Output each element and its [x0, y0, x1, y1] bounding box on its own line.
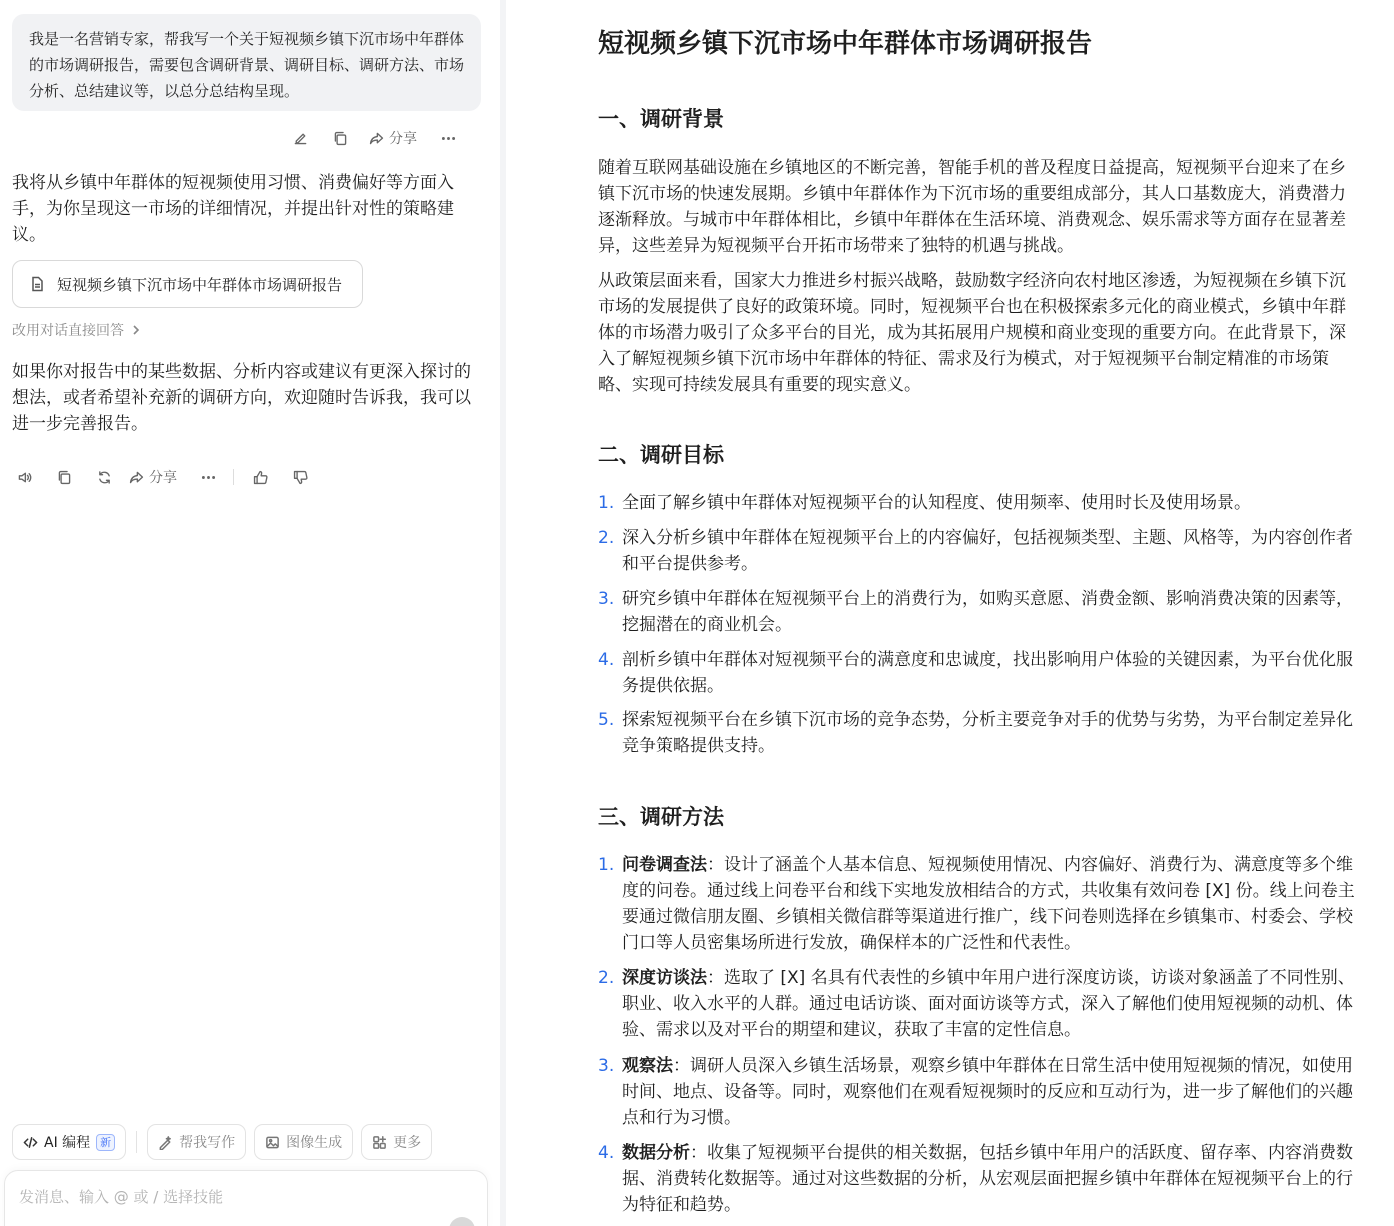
more-button[interactable] — [197, 465, 219, 489]
refresh-icon — [96, 469, 113, 486]
writing-label: 帮我写作 — [179, 1135, 236, 1151]
ellipsis-icon — [440, 130, 457, 147]
skill-toolbar — [12, 1123, 440, 1161]
list-number: 4. — [598, 1143, 615, 1163]
grid-icon — [372, 1135, 387, 1150]
share-label: 分享 — [389, 131, 417, 147]
list-number: 5. — [598, 710, 615, 730]
list-item — [598, 1140, 1356, 1218]
share-icon — [128, 469, 145, 486]
code-icon — [23, 1135, 38, 1150]
list-text: 深入分析乡镇中年群体在短视频平台上的内容偏好，包括视频类型、主题、风格等，为内容创作者和平台提供参考。 — [622, 528, 1353, 574]
more-skills-button[interactable] — [361, 1124, 432, 1160]
new-badge: 新 — [96, 1134, 115, 1151]
more-skills-label: 更多 — [393, 1135, 422, 1151]
response-actions — [12, 465, 312, 489]
copy-icon — [56, 469, 73, 486]
send-button[interactable] — [449, 1217, 475, 1226]
list-number: 3. — [598, 1056, 615, 1076]
chat-panel — [0, 0, 500, 1226]
user-message-bubble — [12, 14, 481, 111]
document-icon — [29, 276, 45, 292]
list-item — [598, 490, 1356, 516]
section-heading: 三、调研方法 — [598, 805, 724, 829]
list-text: ：设计了涵盖个人基本信息、短视频使用情况、内容偏好、消费行为、满意度等多个维度的问卷。通过线上问卷平台和线下实地发放相结合的方式，共收集有效问卷 [X] 份。线上问卷主要通过微信朋友圈、乡镇相关微信群等渠道进行推广，线下问卷则选择在乡镇集市、村委会、学校门口等人员密集场所进行发放，确保样本的广泛性和代表性。 — [622, 855, 1355, 953]
ai-coding-button[interactable] — [12, 1124, 126, 1160]
list-number: 1. — [598, 493, 615, 513]
share-label: 分享 — [149, 470, 177, 486]
paragraph: 从政策层面来看，国家大力推进乡村振兴战略，鼓励数字经济向农村地区渗透，为短视频在乡镇下沉市场的发展提供了良好的政策环境。同时，短视频平台也在积极探索多元化的商业模式，乡镇中年群体的市场潜力吸引了众多平台的目光，成为其拓展用户规模和商业变现的重要方向。在此背景下，深入了解短视频乡镇下沉市场中年群体的特征、需求及行为模式，对于短视频平台制定精准的市场策略、实现可持续发展具有重要的现实意义。 — [598, 271, 1346, 395]
list-text: 研究乡镇中年群体在短视频平台上的消费行为，如购买意愿、消费金额、影响消费决策的因素等，挖掘潜在的商业机会。 — [622, 589, 1353, 635]
regenerate-button[interactable] — [92, 465, 116, 489]
chevron-right-icon — [130, 324, 142, 336]
list-item — [598, 1053, 1356, 1131]
document-card-title: 短视频乡镇下沉市场中年群体市场调研报告 — [57, 275, 343, 294]
magic-pen-icon — [158, 1135, 173, 1150]
like-button[interactable] — [248, 465, 272, 489]
share-button[interactable] — [128, 465, 177, 489]
list-item — [598, 965, 1356, 1043]
list-text: 剖析乡镇中年群体对短视频平台的满意度和忠诚度，找出影响用户体验的关键因素，为平台优化服务提供依据。 — [622, 650, 1353, 696]
list-text: 探索短视频平台在乡镇下沉市场的竞争态势，分析主要竞争对手的优势与劣势，为平台制定差异化竞争策略提供支持。 — [622, 710, 1353, 756]
message-composer — [4, 1170, 488, 1226]
list-number: 3. — [598, 589, 615, 609]
assistant-intro: 我将从乡镇中年群体的短视频使用习惯、消费偏好等方面入手，为你呈现这一市场的详细情况，并提出针对性的策略建议。 — [12, 173, 454, 245]
share-button[interactable] — [368, 126, 417, 150]
list-item — [598, 525, 1356, 577]
list-term: 观察法 — [622, 1056, 673, 1076]
list-term: 数据分析 — [622, 1143, 690, 1163]
assistant-followup: 如果你对报告中的某些数据、分析内容或建议有更深入探讨的想法，或者希望补充新的调研方向，欢迎随时告诉我，我可以进一步完善报告。 — [12, 362, 471, 434]
copy-icon — [332, 130, 349, 147]
image-icon — [265, 1135, 280, 1150]
panel-divider[interactable] — [500, 0, 506, 1226]
ellipsis-icon — [200, 469, 217, 486]
action-separator — [233, 469, 234, 485]
list-item — [598, 707, 1356, 759]
list-item — [598, 647, 1356, 699]
toolbar-separator — [136, 1131, 137, 1153]
document-card[interactable] — [12, 260, 363, 308]
speaker-icon — [16, 469, 33, 486]
more-button[interactable] — [437, 126, 459, 150]
list-text: ：选取了 [X] 名具有代表性的乡镇中年用户进行深度访谈，访谈对象涵盖了不同性别、职业、收入水平的人群。通过电话访谈、面对面访谈等方式，深入了解他们使用短视频的动机、体验、需求以及对平台的期望和建议，获取了丰富的定性信息。 — [622, 968, 1355, 1040]
list-number: 2. — [598, 968, 615, 988]
ai-coding-label: AI 编程 — [44, 1135, 91, 1151]
image-generation-label: 图像生成 — [286, 1135, 343, 1151]
message-input[interactable] — [19, 1185, 449, 1209]
copy-button[interactable] — [52, 465, 76, 489]
paragraph: 随着互联网基础设施在乡镇地区的不断完善，智能手机的普及程度日益提高，短视频平台迎来了在乡镇下沉市场的快速发展期。乡镇中年群体作为下沉市场的重要组成部分，其人口基数庞大，消费潜力逐渐释放。与城市中年群体相比，乡镇中年群体在生活环境、消费观念、娱乐需求等方面存在显著差异，这些差异为短视频平台开拓市场带来了独特的机遇与挑战。 — [598, 158, 1346, 256]
user-message-actions — [288, 126, 459, 150]
list-number: 2. — [598, 528, 615, 548]
section-heading: 一、调研背景 — [598, 107, 724, 131]
switch-link-label: 改用对话直接回答 — [12, 323, 124, 339]
list-item — [598, 852, 1356, 956]
thumbs-down-icon — [292, 469, 309, 486]
list-item — [598, 586, 1356, 638]
edit-button[interactable] — [288, 126, 312, 150]
list-text: ：调研人员深入乡镇生活场景，观察乡镇中年群体在日常生活中使用短视频的情况，如使用时间、地点、设备等。同时，观察他们在观看短视频时的反应和互动行为，进一步了解他们的兴趣点和行为习惯。 — [622, 1056, 1353, 1128]
share-icon — [368, 130, 385, 147]
read-aloud-button[interactable] — [12, 465, 36, 489]
switch-to-chat-link[interactable] — [12, 320, 142, 340]
document-title: 短视频乡镇下沉市场中年群体市场调研报告 — [598, 29, 1093, 59]
dislike-button[interactable] — [288, 465, 312, 489]
copy-button[interactable] — [328, 126, 352, 150]
list-number: 1. — [598, 855, 615, 875]
thumbs-up-icon — [252, 469, 269, 486]
image-generation-button[interactable] — [254, 1124, 353, 1160]
list-term: 深度访谈法 — [622, 968, 707, 988]
list-text: 全面了解乡镇中年群体对短视频平台的认知程度、使用频率、使用时长及使用场景。 — [622, 493, 1251, 513]
section-heading: 二、调研目标 — [598, 443, 724, 467]
writing-button[interactable] — [147, 1124, 246, 1160]
list-term: 问卷调查法 — [622, 855, 707, 875]
list-text: ：收集了短视频平台提供的相关数据，包括乡镇中年用户的活跃度、留存率、内容消费数据、消费转化数据等。通过对这些数据的分析，从宏观层面把握乡镇中年群体在短视频平台上的行为特征和趋势。 — [622, 1143, 1353, 1215]
list-number: 4. — [598, 650, 615, 670]
user-message-text: 我是一名营销专家，帮我写一个关于短视频乡镇下沉市场中年群体的市场调研报告，需要包含调研背景、调研目标、调研方法、市场分析、总结建议等，以总分总结构呈现。 — [29, 30, 465, 100]
pencil-icon — [292, 130, 309, 147]
